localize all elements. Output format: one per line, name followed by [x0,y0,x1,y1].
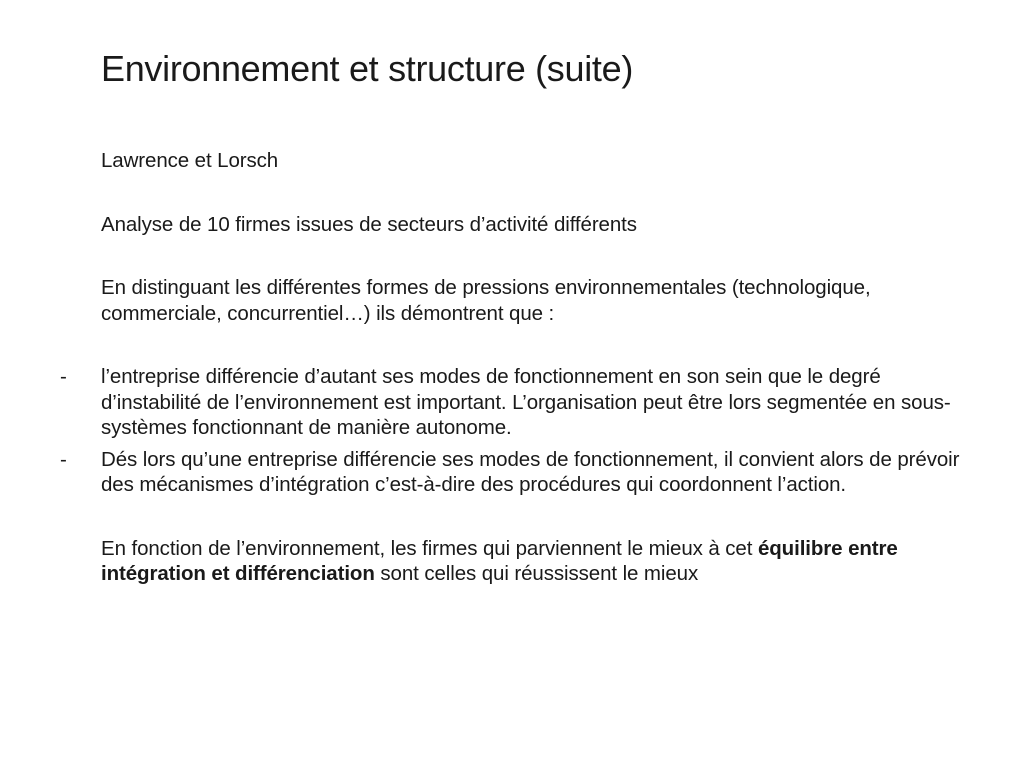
conclusion-emphasis: équilibre entre intégration et différenciation [101,536,898,585]
paragraph-authors: Lawrence et Lorsch [101,149,279,172]
paragraph-pressures: En distinguant les différentes formes de pressions environnementales (technologique, commerciale, concurrentiel…) ils démontrent que : [101,276,871,325]
slide-title: Environnement et structure (suite) [101,48,634,89]
paragraph-analysis: Analyse de 10 firmes issues de secteurs d’activité différents [101,212,637,236]
bullet-dash: - [60,447,67,471]
bullet-text: Dés lors qu’une entreprise différencie ses modes de fonctionnement, il convient alors de prévoir des mécanismes d’intégration c’est-à-dire des procédures qui coordonnent l’action. [101,447,960,496]
bullet-item-differentiation [0,364,1024,441]
bullet-dash: - [60,365,67,388]
conclusion-text-start: En fonction de l’environnement, les firmes qui parviennent le mieux à cet [101,536,753,560]
paragraph-conclusion [0,536,1024,587]
slide-body [0,148,1024,587]
conclusion-text-end: sont celles qui réussissent le mieux [380,562,699,585]
bullet-item-integration [0,447,1024,498]
bullet-text: l’entreprise différencie d’autant ses modes de fonctionnement en son sein que le degré d’instabilité de l’environnement est important. L’organisation peut être lors segmentée en sous-systèmes fonctionnant de manière autonome. [101,365,951,439]
